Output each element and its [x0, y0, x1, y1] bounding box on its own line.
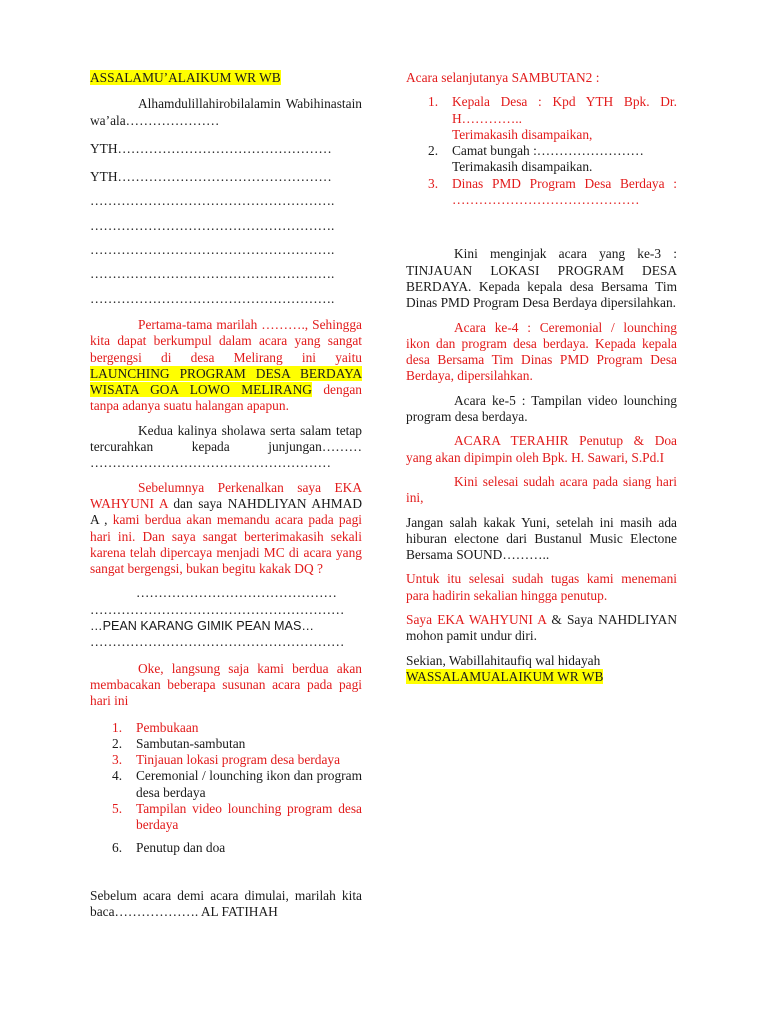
acara-terahir-paragraph: ACARA TERAHIR Penutup & Doa yang akan dipimpin oleh Bpk. H. Sawari, S.Pd.I	[406, 433, 677, 465]
dotted-lines	[90, 193, 362, 306]
opening-gratitude-paragraph: Pertama-tama marilah ………., Sehingga kita dapat berkumpul dalam acara yang sangat bergengsi di desa Melirang ini yaitu LAUNCHING PROGRAM DESA BERDAYA WISATA GOA LOWO MELIRANG dengan tanpa adanya suatu halangan apapun.	[90, 316, 362, 414]
sambutan-item: 2. Camat bungah :…………………… Terimakasih disampaikan.	[428, 143, 644, 175]
yth-line: YTH…………………………………………	[90, 140, 332, 156]
dotted-line: ……………………………………………….	[90, 266, 335, 282]
sambutan-heading: Acara selanjutanya SAMBUTAN2 :	[406, 70, 600, 85]
dotted-line: ……………………………………………….	[90, 290, 335, 306]
pamit-paragraph: Saya EKA WAHYUNI A & Saya NAHDLIYAN mohon pamit undur diri.	[406, 612, 677, 644]
dotted-line: ……………………………………………….	[90, 242, 335, 258]
agenda-item: 4. Ceremonial / lounching ikon dan program desa berdaya	[112, 768, 362, 800]
opening-paragraph: Alhamdulillahirobilalamin Wabihinastain wa’ala…………………	[90, 96, 362, 128]
sambutan-item: 1. Kepala Desa : Kpd YTH Bpk. Dr. H………….. Terimakasih disampaikan,	[428, 94, 677, 142]
agenda-item: 5. Tampilan video lounching program desa berdaya	[112, 800, 362, 833]
left-column	[90, 70, 362, 920]
sambutan-item: 3. Dinas PMD Program Desa Berdaya : ……………………………………	[428, 175, 677, 208]
acara-5-paragraph: Acara ke-5 : Tampilan video lounching program desa berdaya.	[406, 392, 677, 425]
introduction-paragraph: Sebelumnya Perkenalkan saya EKA WAHYUNI A dan saya NAHDLIYAN AHMAD A , kami berdua akan memandu acara pada pagi hari ini. Dan saya sangat berterimakasih sekali karena telah dipercaya menjadi MC di acara yang sangat bergengsi, bukan begitu kakak DQ ?	[90, 479, 362, 577]
closing-paragraph: Sebelum acara demi acara dimulai, marilah kita baca………………. AL FATIHAH	[90, 887, 362, 920]
agenda-intro-paragraph: Oke, langsung saja kami berdua akan membacakan beberapa susunan acara pada pagi hari ini	[90, 660, 362, 709]
sambutan-list	[406, 94, 677, 208]
selesai-paragraph: Kini selesai sudah acara pada siang hari ini,	[406, 473, 677, 506]
closing-salam-highlight: WASSALAMUALAIKUM WR WB	[406, 668, 604, 684]
gimmick-block: ……………………………………… ………………………………………………… …PEAN KARANG GIMIK PEAN MAS… …………………………………………………	[90, 585, 345, 650]
agenda-list	[90, 720, 362, 856]
agenda-item: 6. Penutup dan doa	[112, 839, 226, 855]
agenda-item: 1. Pembukaan	[112, 719, 199, 735]
greeting-highlight: ASSALAMU’ALAIKUM WR WB	[90, 70, 281, 85]
dotted-line: ……………………………………………….	[90, 217, 335, 233]
sholawat-paragraph: Kedua kalinya sholawa serta salam tetap tercurahkan kepada junjungan……… ………………………………………………	[90, 422, 362, 471]
acara-4-paragraph: Acara ke-4 : Ceremonial / lounching ikon dan program desa berdaya. Kepada kepala desa Bersama Tim Dinas PMD Program Desa Berdaya, dipersilahkan.	[406, 319, 677, 384]
event-name-highlight: LAUNCHING PROGRAM DESA BERDAYA WISATA GOA LOWO MELIRANG	[90, 365, 362, 398]
untuk-paragraph: Untuk itu selesai sudah tugas kami menemani para hadirin sekalian hingga penutup.	[406, 571, 677, 603]
sekian-line: Sekian, Wabillahitaufiq wal hidayah	[406, 652, 601, 668]
yth-line: YTH…………………………………………	[90, 169, 332, 185]
agenda-item: 2. Sambutan-sambutan	[112, 735, 246, 751]
hiburan-paragraph: Jangan salah kakak Yuni, setelah ini masih ada hiburan electone dari Bustanul Music Electone Bersama SOUND………..	[406, 514, 677, 563]
acara-3-paragraph: Kini menginjak acara yang ke-3 : TINJAUAN LOKASI PROGRAM DESA BERDAYA. Kepada kepala desa Bersama Tim Dinas PMD Program Desa Berdaya dipersilahkan.	[406, 246, 677, 311]
right-column	[406, 70, 677, 685]
dotted-line: ……………………………………………….	[90, 193, 335, 209]
agenda-item: 3. Tinjauan lokasi program desa berdaya	[112, 752, 341, 768]
